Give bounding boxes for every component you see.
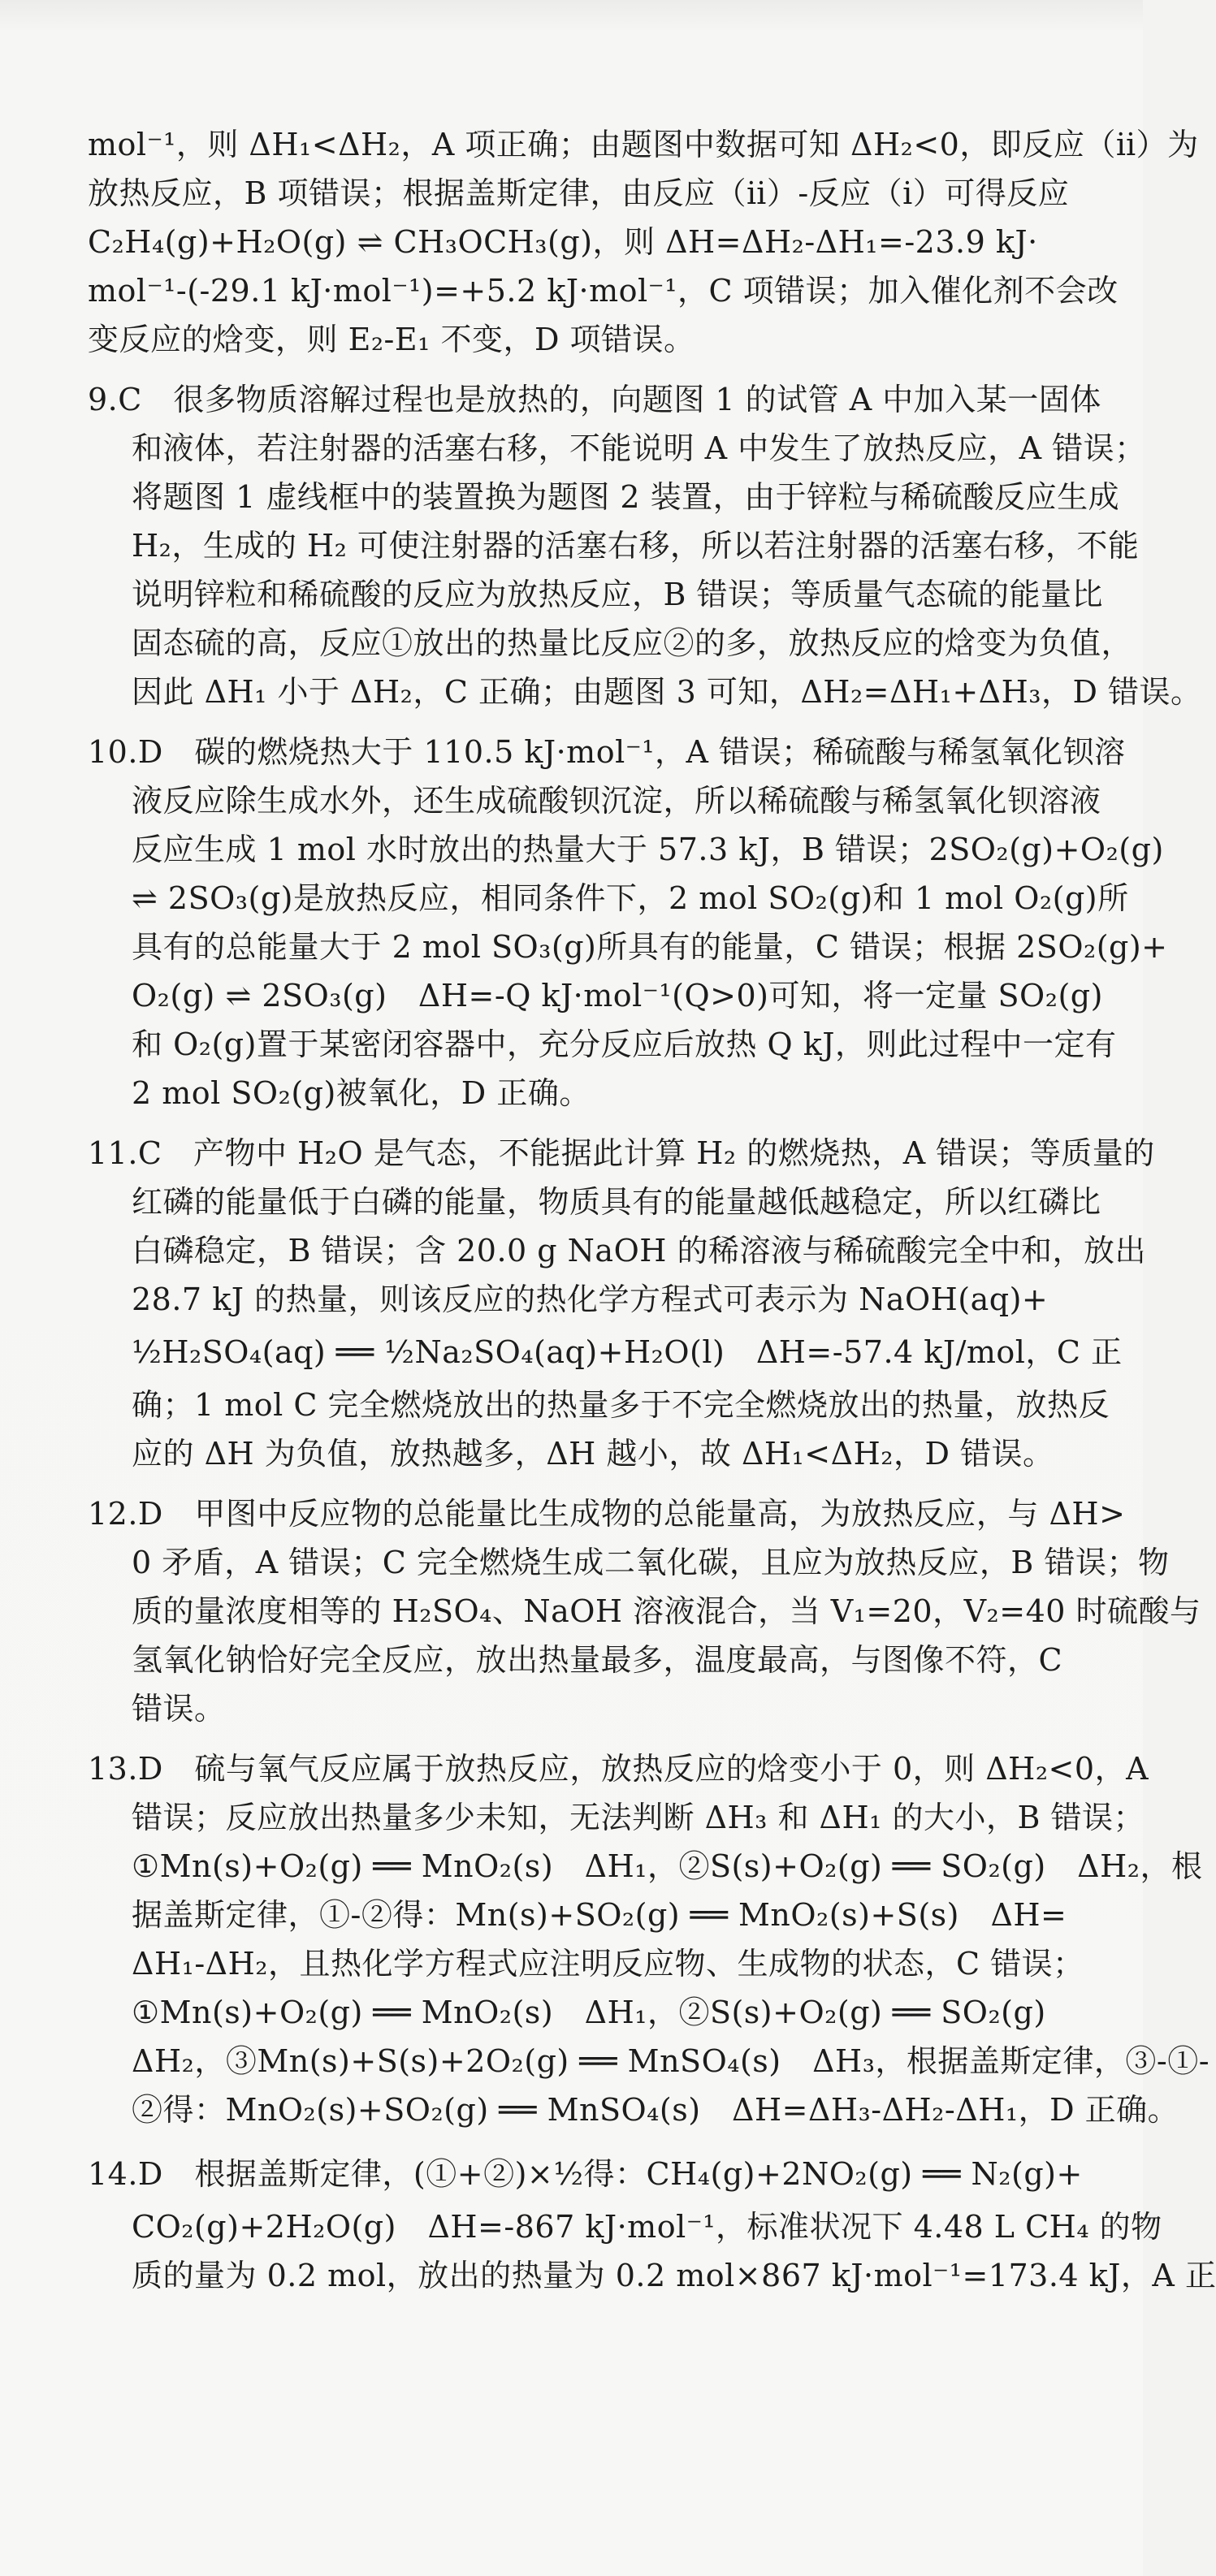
text-line: 错误；反应放出热量多少未知，无法判断 ΔH₃ 和 ΔH₁ 的大小，B 错误；	[132, 1800, 1145, 1835]
text-line: mol⁻¹，则 ΔH₁<ΔH₂，A 项正确；由题图中数据可知 ΔH₂<0，即反应（ⅱ）为	[88, 127, 1199, 162]
text-line: 应的 ΔH 为负值，放热越多，ΔH 越小，故 ΔH₁<ΔH₂，D 错误。	[132, 1436, 1054, 1472]
text-line: 质的量为 0.2 mol，放出的热量为 0.2 mol×867 kJ·mol⁻¹=173.4 kJ，A 正	[132, 2258, 1216, 2293]
answer-13-line: 13.D 硫与氧气反应属于放热反应，放热反应的焓变小于 0，则 ΔH₂<0，A	[88, 1751, 1149, 1787]
text-line: O₂(g) ⇌ 2SO₃(g) ΔH=-Q kJ·mol⁻¹(Q>0)可知，将一定量 SO₂(g)	[132, 978, 1103, 1014]
text-line: 具有的总能量大于 2 mol SO₃(g)所具有的能量，C 错误；根据 2SO₂(g)+	[132, 929, 1168, 965]
text-line: C₂H₄(g)+H₂O(g) ⇌ CH₃OCH₃(g)，则 ΔH=ΔH₂-ΔH₁=-23.9 kJ·	[88, 224, 1038, 260]
answer-11-line: 11.C 产物中 H₂O 是气态，不能据此计算 H₂ 的燃烧热，A 错误；等质量的	[88, 1135, 1155, 1171]
text-line: 错误。	[132, 1691, 226, 1727]
text-line: mol⁻¹-(-29.1 kJ·mol⁻¹)=+5.2 kJ·mol⁻¹，C 项错误；加入催化剂不会改	[88, 273, 1119, 309]
equation-line: ½H₂SO₄(aq) ══ ½Na₂SO₄(aq)+H₂O(l) ΔH=-57.4 kJ/mol，C 正	[132, 1334, 1123, 1370]
text-line: 据盖斯定律，①-②得：Mn(s)+SO₂(g) ══ MnO₂(s)+S(s) ΔH=	[132, 1897, 1067, 1933]
text-line: ①Mn(s)+O₂(g) ══ MnO₂(s) ΔH₁，②S(s)+O₂(g) ══ SO₂(g) ΔH₂，根	[132, 1848, 1203, 1884]
text-line: 2 mol SO₂(g)被氧化，D 正确。	[132, 1075, 591, 1111]
text-line: 说明锌粒和稀硫酸的反应为放热反应，B 错误；等质量气态硫的能量比	[132, 577, 1104, 612]
text-line: 和 O₂(g)置于某密闭容器中，充分反应后放热 Q kJ，则此过程中一定有	[132, 1027, 1117, 1062]
text-line: ΔH₁-ΔH₂，且热化学方程式应注明反应物、生成物的状态，C 错误；	[132, 1946, 1084, 1982]
text-line: 固态硫的高，反应①放出的热量比反应②的多，放热反应的焓变为负值，	[132, 625, 1133, 661]
text-line: ⇌ 2SO₃(g)是放热反应，相同条件下，2 mol SO₂(g)和 1 mol O₂(g)所	[132, 880, 1129, 916]
answer-9-line: 9.C 很多物质溶解过程也是放热的，向题图 1 的试管 A 中加入某一固体	[88, 382, 1101, 417]
text-line: 0 矛盾，A 错误；C 完全燃烧生成二氧化碳，且应为放热反应，B 错误；物	[132, 1545, 1170, 1580]
text-line: 将题图 1 虚线框中的装置换为题图 2 装置，由于锌粒与稀硫酸反应生成	[132, 479, 1120, 515]
text-line: 反应生成 1 mol 水时放出的热量大于 57.3 kJ，B 错误；2SO₂(g)+O₂(g)	[132, 832, 1164, 867]
text-line: 质的量浓度相等的 H₂SO₄、NaOH 溶液混合，当 V₁=20，V₂=40 时硫酸与	[132, 1593, 1201, 1629]
answer-14-line: 14.D 根据盖斯定律，(①+②)×½得：CH₄(g)+2NO₂(g) ══ N₂(g)+	[88, 2156, 1083, 2192]
text-line: 28.7 kJ 的热量，则该反应的热化学方程式可表示为 NaOH(aq)+	[132, 1282, 1049, 1317]
text-line: 液反应除生成水外，还生成硫酸钡沉淀，所以稀硫酸与稀氢氧化钡溶液	[132, 783, 1101, 819]
text-line: 白磷稳定，B 错误；含 20.0 g NaOH 的稀溶液与稀硫酸完全中和，放出	[132, 1233, 1146, 1269]
text-line: CO₂(g)+2H₂O(g) ΔH=-867 kJ·mol⁻¹，标准状况下 4.48 L CH₄ 的物	[132, 2209, 1162, 2245]
text-line: 和液体，若注射器的活塞右移，不能说明 A 中发生了放热反应，A 错误；	[132, 430, 1146, 466]
text-line: 变反应的焓变，则 E₂-E₁ 不变，D 项错误。	[88, 322, 695, 357]
text-line: 红磷的能量低于白磷的能量，物质具有的能量越低越稳定，所以红磷比	[132, 1184, 1101, 1220]
text-line: ΔH₂，③Mn(s)+S(s)+2O₂(g) ══ MnSO₄(s) ΔH₃，根据盖斯定律，③-①-	[132, 2043, 1210, 2079]
answer-text	[88, 120, 1216, 2300]
answer-12-line: 12.D 甲图中反应物的总能量比生成物的总能量高，为放热反应，与 ΔH>	[88, 1496, 1126, 1532]
text-line: 确；1 mol C 完全燃烧放出的热量多于不完全燃烧放出的热量，放热反	[132, 1387, 1110, 1423]
text-line: 因此 ΔH₁ 小于 ΔH₂，C 正确；由题图 3 可知，ΔH₂=ΔH₁+ΔH₃，D 错误。	[132, 674, 1202, 710]
text-line: 放热反应，B 项错误；根据盖斯定律，由反应（ⅱ）-反应（ⅰ）可得反应	[88, 175, 1070, 211]
text-line: 氢氧化钠恰好完全反应，放出热量最多，温度最高，与图像不符，C	[132, 1642, 1063, 1678]
text-line: H₂，生成的 H₂ 可使注射器的活塞右移，所以若注射器的活塞右移，不能	[132, 528, 1140, 564]
answer-10-line: 10.D 碳的燃烧热大于 110.5 kJ·mol⁻¹，A 错误；稀硫酸与稀氢氧化钡溶	[88, 734, 1126, 770]
text-line: ①Mn(s)+O₂(g) ══ MnO₂(s) ΔH₁，②S(s)+O₂(g) ══ SO₂(g)	[132, 1995, 1046, 2030]
text-line: ②得：MnO₂(s)+SO₂(g) ══ MnSO₄(s) ΔH=ΔH₃-ΔH₂-ΔH₁，D 正确。	[132, 2092, 1179, 2128]
